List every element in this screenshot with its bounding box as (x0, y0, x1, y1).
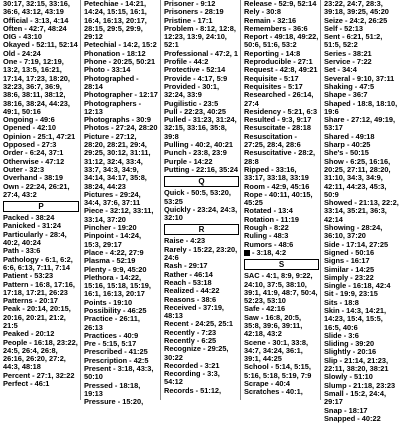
index-entry: Similar - 14:25 (324, 264, 375, 274)
index-entry: Punch - 23:8, 23:9 (164, 148, 227, 158)
index-entry: Slightly - 20:16 (324, 347, 377, 357)
index-entry: Particularly - 28:4, 40:2, 40:24 (3, 229, 67, 248)
index-entry: Side - 17:14, 27:25 (324, 239, 389, 249)
index-entry: Prescription - 42:5 (84, 355, 149, 365)
index-entry: Quick - 50:5, 53:20, 53:25 (164, 188, 231, 206)
index-entry: Order - 6:24, 37:1 (3, 148, 64, 158)
index-entry: Requisite - 5:17 (244, 73, 299, 83)
index-entry: Peaked - 20:12 (3, 329, 55, 339)
index-entry: Saw - 16:8, 20:5, 35:8, 39:6, 39:11, 42:18, 43:2 (244, 312, 303, 339)
index-entry: Reach - 53:18 (164, 277, 212, 287)
index-entry: Signs - 16:17 (324, 256, 370, 266)
index-entry: Practices - 40:9 (84, 330, 139, 340)
index-entry: Records - 51:12, (164, 385, 222, 395)
index-entry: Patterns - 20:17 (3, 296, 59, 306)
index-entry: 23:22, 24:7, 28:3, 39:18, 39:25, 45:20 (324, 0, 389, 17)
index-entry: Rope - 40:11, 40:15, 45:25 (244, 189, 313, 208)
index-entry: Show - 6:25, 16:16, 20:25, 27:11, 28:20, 31:10, 34:3, 34:9, 42:11, 44:23, 45:3, 50:9 (324, 156, 391, 199)
index-entry: Pressed - 18:18, 19:13 (84, 380, 141, 398)
index-entry: Requisites - 5:17 (244, 81, 303, 91)
index-entry: Phonation - 18:12 (84, 48, 146, 58)
index-entry: Plethora - 14:22, 15:16, 15:18, 15:19, 16:1, 16:13, 20:17 (84, 272, 151, 299)
index-column (240, 0, 320, 400)
letter-header: R (164, 224, 239, 235)
index-entry (244, 249, 319, 257)
index-entry: Researched - 26:14, 27:4 (244, 90, 314, 108)
index-entry: Release - 52:9, 52:14 (244, 0, 317, 8)
index-entry: Self - 52:13 (324, 23, 364, 33)
index-entry: Several - 9:10, 37:11 (324, 73, 395, 83)
index-entry: Slip - 21:14, 21:23, 22:11, 38:20, 38:21 (324, 355, 389, 374)
index-entry: Prescribed - 41:25 (84, 347, 148, 357)
index-entry: Prisoner - 9:12 (164, 0, 216, 8)
index-entry: Photographer - 12:17 (84, 90, 158, 100)
index-entry: Request - 42:8, 49:21 (244, 65, 318, 75)
index-entry: 30:17, 32:15, 33:16, 36:6, 43:12, 43:19 (3, 0, 70, 17)
index-entry: Scene - 30:1, 33:8, 34:7, 34:24, 36:1, 39:1, 44:25 (244, 337, 309, 364)
index-entry: Shaped - 18:8, 18:10, 19:6 (324, 98, 398, 116)
index-entry: Remain - 32:16 (244, 15, 297, 25)
index-entry: Peak - 20:14, 20:15, 20:16, 20:21, 21:2, 21:5 (3, 304, 71, 330)
index-entry: Ruling - 48:3 (244, 231, 289, 241)
index-entry: Outer - 32:3 (3, 164, 45, 174)
index-entry: Piece - 32:12, 33:11, 33:14, 37:20 (84, 206, 154, 224)
index-entry: Path - 33:6 (3, 246, 41, 256)
index-entry: Signed - 50:16 (324, 247, 375, 257)
index-entry: Slowly - 51:10 (324, 372, 373, 382)
index-entry: Series - 38:21 (324, 48, 372, 58)
index-entry: Simply - 23:22 (324, 272, 374, 282)
index-entry: Percent - 27:1, 32:22 (3, 370, 75, 380)
index-entry: Practice - 26:11, 26:13 (84, 314, 140, 332)
index-entry: Rough - 8:22 (244, 223, 289, 233)
index-entry: Putting - 22:16, 35:24 (164, 164, 238, 174)
index-entry: Sit - 19:9, 23:15 (324, 289, 378, 299)
index-column (160, 0, 240, 400)
index-entry: Sits - 18:8 (324, 297, 359, 307)
index-entry: Scratches - 40:1, (244, 387, 303, 397)
index-entry: Seize - 24:2, 26:25 (324, 15, 388, 25)
index-entry: Plenty - 9:9, 45:20 (84, 264, 147, 274)
index-entry: Snapped - 40:22 (324, 413, 381, 423)
index-entry: Picture - 27:12, 28:20, 28:21, 29:4, 29:25, 30:12, 31:11, 31:12, 32:4, 33:4, 33:7, 34:3, 34:9, 34:14, 34:17, 35:8, 38:24, 44:23 (84, 131, 151, 191)
index-entry: Safe - 42:16 (244, 304, 286, 314)
index-entry: One - 7:19, 12:19, 13:2, 13:5, 16:21, 17:14, 17:23, 18:20, 32:23, 36:7, 36:9, 38:6, 38:11, 38:12, 38:16, 38:24, 44:23, 49:1, 50:16 (3, 57, 70, 116)
index-entry: Professional - 47:2, 1 (164, 48, 238, 58)
index-entry: Packed - 38:24 (3, 213, 55, 223)
index-entry: Overhand - 38:19 (3, 173, 63, 183)
index-entry: Realized - 44:22 (164, 286, 220, 296)
index-entry: Single - 16:18, 42:4 (324, 281, 391, 291)
index-entry: Resuscitation - 27:25, 28:4, 28:6 (244, 131, 301, 150)
index-entry: Set - 34:4 (324, 65, 357, 75)
index-entry: SAC - 4:1, 8:9, 9:22, 24:10, 37:5, 38:10, 39:1, 41:9, 48:7, 50:4, 52:23, 53:10 (244, 271, 318, 306)
index-entry: Pressure - 15:20, (84, 397, 144, 407)
index-entry: Rely - 30:8 (244, 7, 281, 17)
index-entry: Provide - 4:17, 5:9 (164, 73, 228, 83)
index-entry: Reproducible - 27:1 (244, 57, 313, 67)
index-entry: Slide - 3:6 (324, 330, 359, 340)
index-entry: Pincher - 19:20 (84, 223, 137, 233)
index-entry: Showing - 28:24, 36:10, 37:20 (324, 223, 383, 241)
index-entry: Phone - 20:25, 50:21 (84, 57, 156, 67)
index-entry: Shape - 36:7 (324, 90, 368, 100)
index-entry: Rarely - 15:22, 23:20, 24:6 (164, 244, 238, 263)
index-entry: Residency - 5:21, 6:3 (244, 106, 318, 116)
index-entry: Resuscitate - 28:18 (244, 123, 311, 133)
index-entry: Small - 15:2, 24:4, 29:17 (324, 388, 387, 407)
index-entry: Pre - 5:15, 5:17 (84, 339, 137, 349)
index-entry: OIG - 43:10 (3, 32, 43, 42)
index-column (80, 0, 160, 407)
index-entry: Shaking - 47:5 (324, 81, 375, 91)
square-icon (244, 250, 250, 256)
index-entry: Pulling - 40:2, 40:21 (164, 140, 234, 150)
index-entry: Photographed - 28:14 (84, 73, 139, 91)
index-entry: Profile - 44:2 (164, 57, 209, 67)
index-entry: Recently - 6:25 (164, 335, 217, 345)
index-column (320, 0, 400, 423)
index-entry: People - 16:18, 23:22, 24:5, 26:4, 26:8, 26:16, 26:20, 27:2, 44:3, 48:18 (3, 337, 78, 372)
index-entry: Opened - 42:10 (3, 123, 56, 133)
index-column (0, 0, 80, 400)
index-entry: Purple - 14:22 (164, 156, 213, 166)
index-entry: Provided - 30:1, 32:24, 33:9 (164, 81, 220, 100)
index-entry: Rotation - 11:19 (244, 214, 300, 224)
index-entry: Perfect - 46:1 (3, 379, 50, 389)
index-entry: Place - 4:22, 27:9 (84, 247, 144, 257)
index-entry: Pictures - 29:24, 34:4, 37:6, 37:11 (84, 189, 141, 208)
index-entry: Petechiae - 14:21, 14:24, 15:15, 16:1, 16:4, 16:13, 20:17, 28:15, 29:5, 29:9, 29:12 (84, 0, 147, 42)
index-entry: Points - 19:10 (84, 297, 133, 307)
index-entry: Present - 3:18, 43:3, 50:10 (84, 364, 154, 382)
index-entry: Pristine - 17:1 (164, 15, 213, 25)
index-entry: Rather - 46:14 (164, 269, 213, 279)
index-entry: Plasma - 52:19 (84, 256, 136, 266)
index-entry: She's - 50:15 (324, 148, 369, 158)
index-entry: Sliding - 39:20 (324, 339, 375, 349)
index-entry: Reporting - 14:8 (244, 48, 301, 58)
index-entry: Opposed - 27:3 (3, 140, 57, 150)
index-entry: Service - 7:22 (324, 57, 372, 67)
index-entry: Ripped - 33:16, 33:17, 33:18, 33:19 (244, 164, 309, 183)
index-entry: Possibility - 46:25 (84, 305, 147, 315)
index-entry: Official - 3:13, 4:14 (3, 15, 69, 25)
index-entry: Skin - 14:3, 14:21, 14:23, 15:4, 15:5, 16:5, 40:6 (324, 305, 387, 332)
index-entry: Rash - 29:17 (164, 261, 208, 271)
index-entry: Pull - 22:23, 40:25 (164, 106, 227, 116)
index-entry: Showed - 21:13, 22:2, 33:14, 35:21, 36:3, 42:14 (324, 198, 399, 224)
letter-header: P (3, 201, 79, 212)
index-entry: Sharp - 40:25 (324, 140, 371, 150)
index-entry: Pathology - 6:1, 6:2, 6:6, 6:13, 7:11, 7:14 (3, 254, 73, 272)
index-entry: Resuscitative - 28:2, 28:8 (244, 148, 316, 166)
index-entry: Problem - 8:12, 12:8, 12:23, 13:9, 24:10, 52:1 (164, 23, 236, 50)
index-entry: Otherwise - 47:12 (3, 156, 65, 166)
index-entry: Pattern - 16:8, 17:16, 17:18, 17:21, 26:23 (3, 279, 75, 297)
index-entry: Prisoners - 28:19 (164, 7, 224, 17)
index-entry: Pulled - 31:23, 31:24, 32:15, 33:16, 35:8, 39:8 (164, 115, 237, 141)
index-entry: Photographs - 30:9 (84, 115, 151, 125)
index-entry: Photo - 33:14 (84, 65, 131, 75)
index-entry: Petechial - 14:2, 15:2 (84, 40, 157, 50)
index-entry: Quickly - 23:24, 24:3, 32:10 (164, 204, 238, 223)
index-entry: Sent - 6:21, 51:2, 51:5, 52:2 (324, 32, 383, 50)
index-entry: Photos - 27:24, 28:20 (84, 123, 158, 133)
index-entry: Recognize - 29:25, 30:22 (164, 344, 229, 362)
index-entry: Recording - 3:3, 54:12 (164, 369, 220, 387)
index-entry: Snap - 18:17 (324, 405, 368, 415)
index-entry: Old - 24:24 (3, 48, 41, 58)
index-entry: Pinpoint - 14:24, 15:3, 29:17 (84, 231, 142, 249)
index-entry: Patient - 53:23 (3, 271, 54, 281)
index-entry: Received - 37:19, 48:13 (164, 302, 224, 321)
index-entry-text: - 3:18, 4:2 (252, 247, 287, 257)
index-entry: Protective - 52:14 (164, 65, 226, 75)
index-entry: Report - 49:18, 49:22, 50:6, 51:6, 53:2 (244, 32, 319, 50)
index-entry: Remembers - 36:6 (244, 23, 308, 33)
index-entry: Recent - 24:25, 25:1 (164, 319, 234, 329)
index-entry: Rotated - 13:4 (244, 206, 293, 216)
letter-header: S (244, 259, 319, 270)
index-entry: Recently - 7:23 (164, 327, 217, 337)
index-entry: Recorded - 3:21 (164, 360, 220, 370)
index-entry: Opinion - 25:1, 47:21 (3, 131, 76, 141)
index-entry: Ongoing - 49:6 (3, 115, 55, 125)
index-entry: Panicked - 31:24 (3, 221, 61, 231)
index-entry: Slump - 21:18, 23:23 (324, 380, 396, 390)
index-entry: Resulted - 9:3, 9:17 (244, 115, 312, 125)
letter-header: Q (164, 176, 239, 187)
index-entry: Okayed - 52:11, 52:14 (3, 40, 78, 50)
index-entry: Rumors - 48:6 (244, 239, 294, 249)
index-entry: Own - 22:24, 26:21, 27:4, 43:2 (3, 181, 70, 199)
index-entry: School - 5:14, 5:15, 5:16, 5:18, 5:19, 7:9 (244, 362, 312, 380)
index-entry: Photographers - 12:13 (84, 98, 142, 116)
index-entry: Share - 27:12, 49:19, 53:17 (324, 115, 396, 133)
index-entry: Reasons - 38:6 (164, 294, 217, 304)
index-entry: Raise - 4:23 (164, 236, 206, 246)
index-entry: Scrape - 40:4 (244, 379, 291, 389)
index-entry: Often - 42:7, 48:24 (3, 23, 67, 33)
index-entry: Shared - 49:18 (324, 131, 375, 141)
index-entry: Pugilistic - 23:5 (164, 98, 219, 108)
index-entry: Room - 42:9, 45:16 (244, 181, 310, 191)
